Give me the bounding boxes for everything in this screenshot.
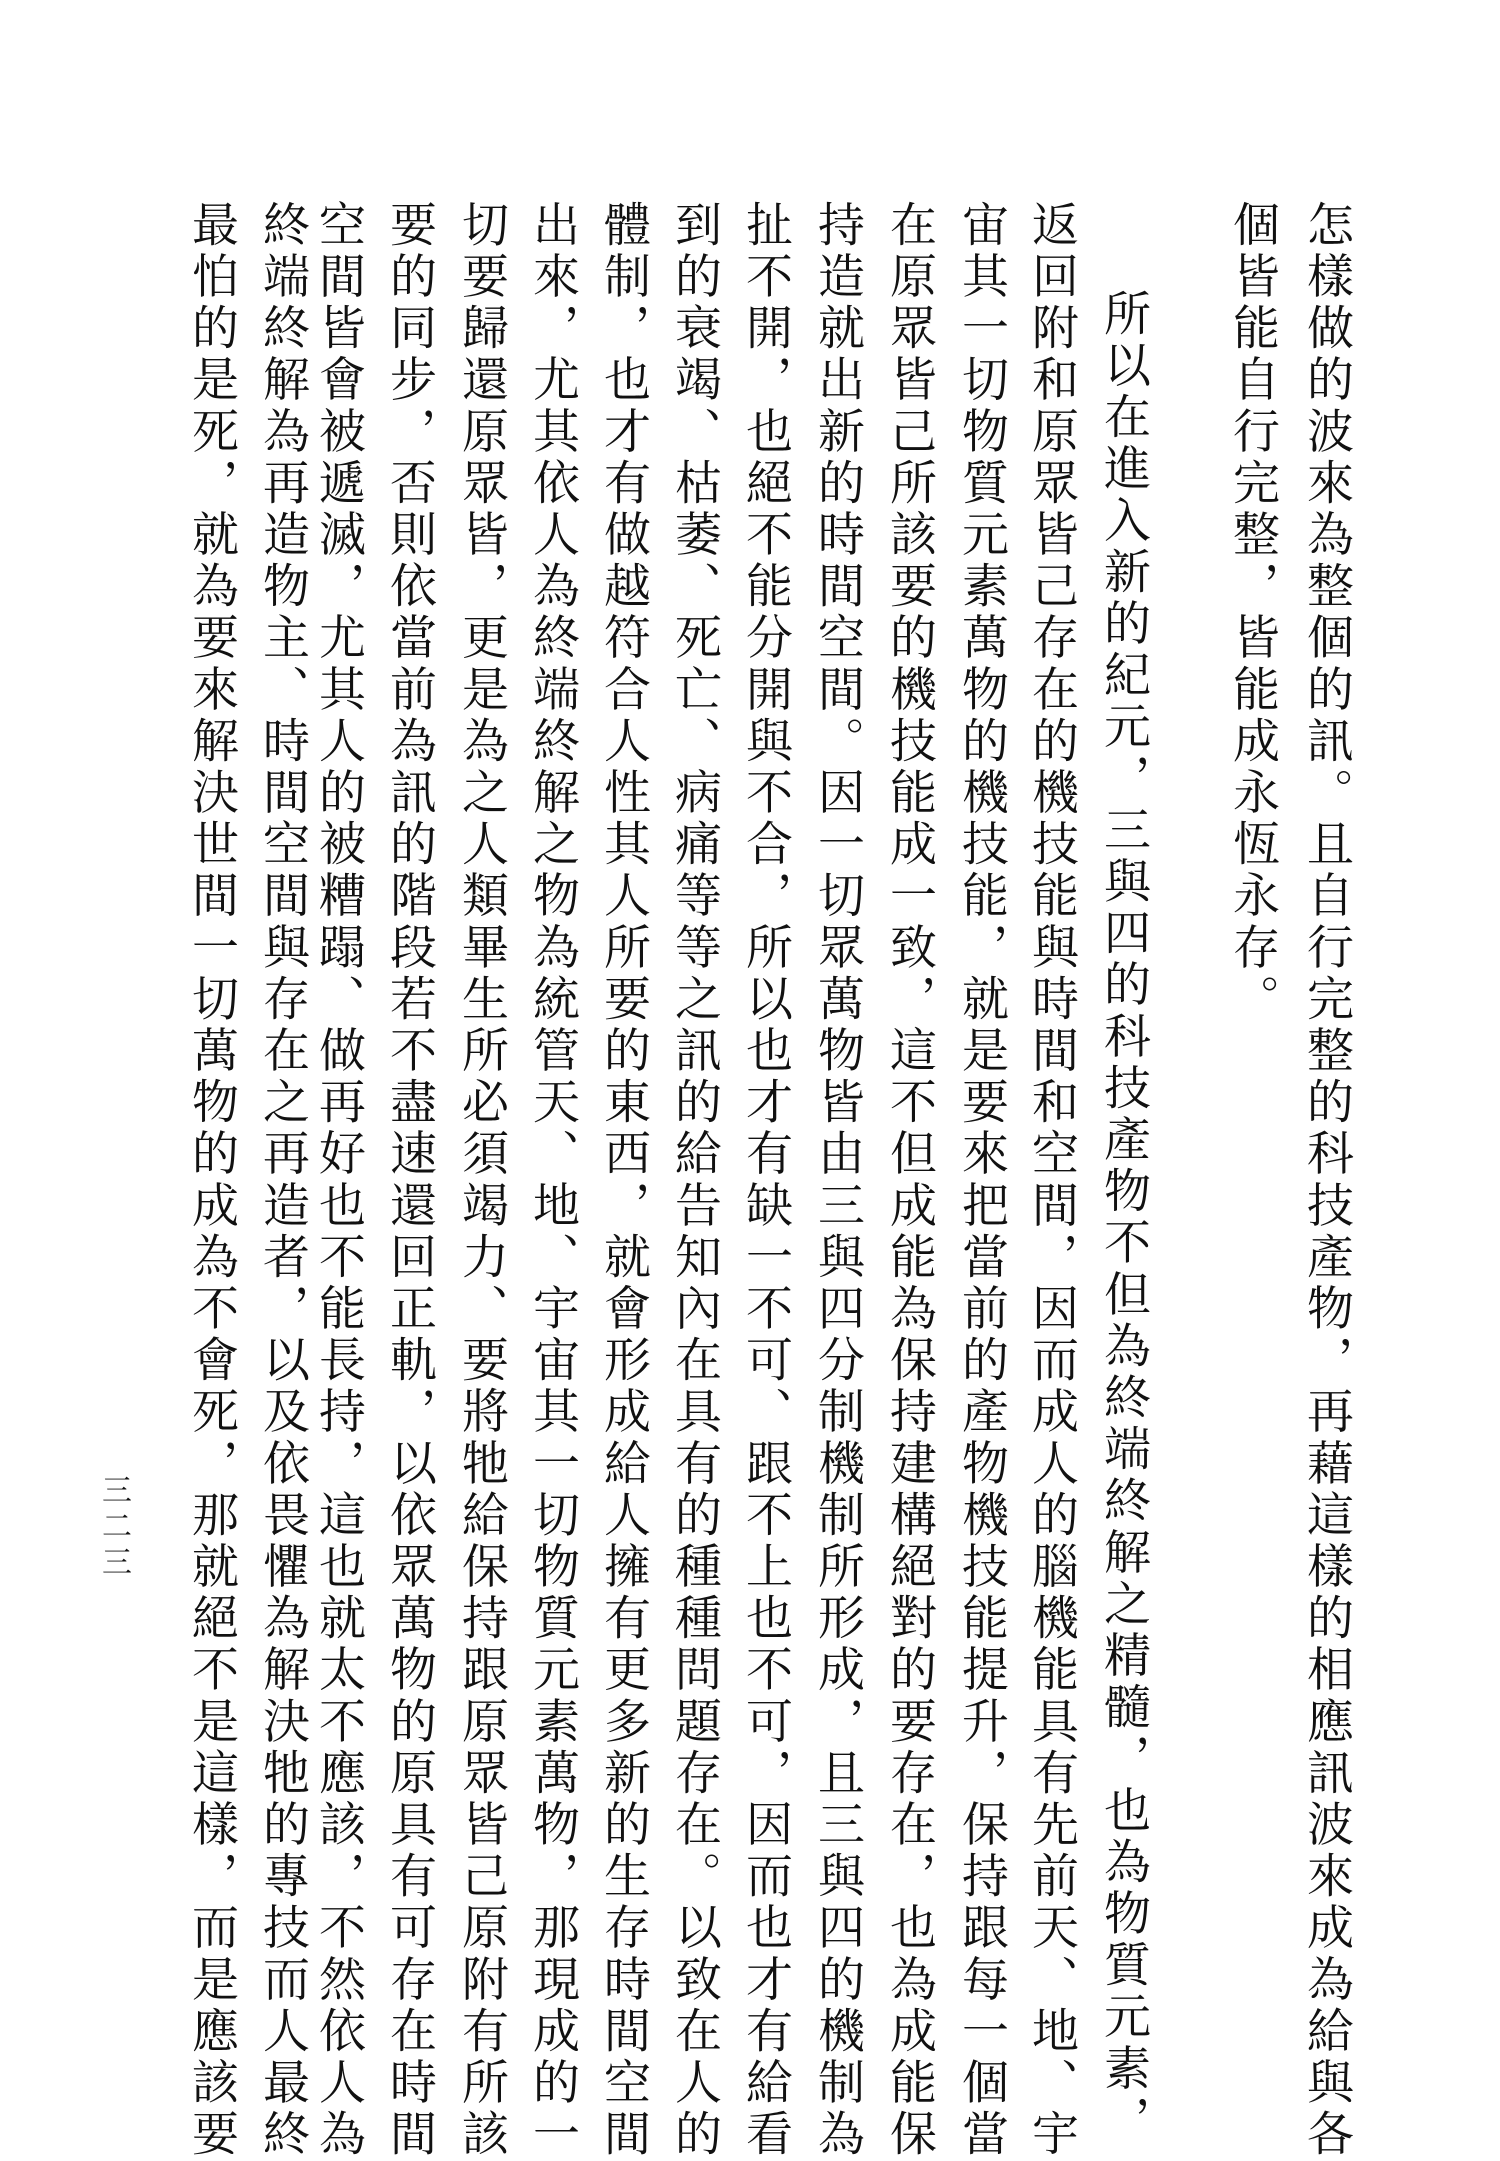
- text-column-10: 體制，也才有做越符合人性其人所要的東西，就會形成給人擁有更多新的生存時間空間: [596, 200, 651, 2161]
- text-column-13: 要的同步，否則依當前為訊的階段若不盡速還回正軌，以依眾萬物的原具有可存在時間: [382, 200, 437, 2161]
- text-column-1: 怎樣做的波來為整個的訊。且自行完整的科技產物，再藉這樣的相應訊波來成為給與各: [1299, 200, 1354, 2161]
- text-column-7: 持造就出新的時間空間。因一切眾萬物皆由三與四分制機制所形成，且三與四的機制為: [810, 200, 865, 2161]
- text-column-8: 扯不開，也絕不能分開與不合，所以也才有缺一不可、跟不上也不可，因而也才有給看: [738, 200, 793, 2161]
- text-column-4: 返回附和原眾皆己存在的機技能與時間和空間，因而成人的腦機能具有先前天、地、宇: [1024, 200, 1079, 2161]
- text-column-2: 個皆能自行完整，皆能成永恆永存。: [1225, 200, 1280, 1026]
- text-column-16: 最怕的是死，就為要來解決世間一切萬物的成為不會死，那就絕不是這樣，而是應該要: [184, 200, 239, 2161]
- page-number: 三二三: [96, 1474, 131, 1582]
- text-column-12: 切要歸還原眾皆，更是為之人類畢生所必須竭力、要將牠給保持跟原眾皆己原附有所該: [454, 200, 509, 2161]
- text-column-14: 空間皆會被遞滅，尤其人的被糟蹋、做再好也不能長持，這也就太不應該，不然依人為: [311, 200, 366, 2161]
- text-column-6: 在原眾皆己所該要的機技能成一致，這不但成能為保持建構絕對的要存在，也為成能保: [882, 200, 937, 2161]
- text-column-3: 所以在進入新的紀元，三與四的科技產物不但為終端終解之精髓，也為物質元素，: [1096, 289, 1151, 2147]
- text-column-5: 宙其一切物質元素萬物的機技能，就是要來把當前的產物機技能提升，保持跟每一個當: [954, 200, 1009, 2161]
- text-column-11: 出來，尤其依人為終端終解之物為統管天、地、宇宙其一切物質元素萬物，那現成的一: [525, 200, 580, 2161]
- text-column-15: 終端終解為再造物主、時間空間與存在之再造者，以及依畏懼為解決牠的專技而人最終: [255, 200, 310, 2161]
- text-column-9: 到的衰竭、枯萎、死亡、病痛等等之訊的給告知內在具有的種種問題存在。以致在人的: [667, 200, 722, 2161]
